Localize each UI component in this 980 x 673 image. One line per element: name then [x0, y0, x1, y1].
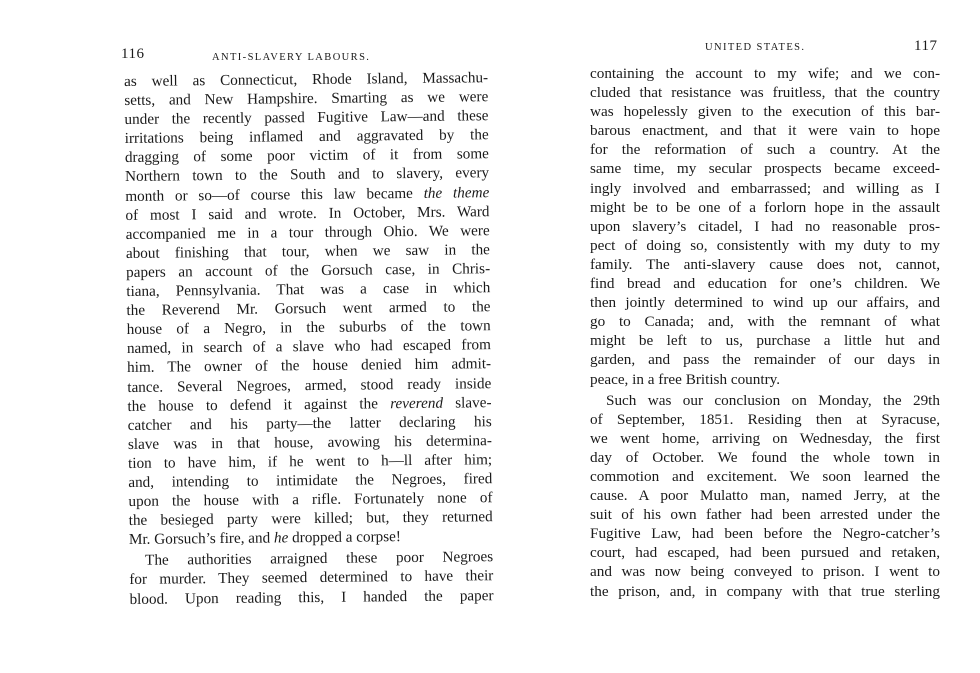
- text-line: [590, 255, 940, 274]
- text-segment: dropped a corpse!: [288, 528, 402, 547]
- text-segment: pect of doing so, consistently with my duty to my: [590, 236, 940, 254]
- text-line: [590, 179, 940, 198]
- text-line: [590, 293, 940, 312]
- text-segment: The authorities arraigned these poor Negroes: [145, 548, 494, 570]
- text-line: [590, 391, 940, 410]
- text-segment: cause. A poor Mulatto man, named Jerry, at the: [590, 487, 940, 505]
- text-line: [590, 331, 940, 350]
- text-line: [590, 274, 940, 293]
- text-segment: go to Canada; and, with the remnant of what: [590, 313, 940, 331]
- text-segment: find bread and education for one’s children. We: [590, 275, 940, 293]
- text-segment: cluded that resistance was fruitless, that the country: [590, 84, 940, 102]
- text-segment: under the recently passed Fugitive Law—and these: [124, 107, 489, 129]
- text-segment: setts, and New Hampshire. Smarting as we were: [124, 88, 489, 110]
- text-line: [590, 410, 940, 429]
- text-line: [590, 562, 940, 581]
- text-line: [590, 467, 940, 486]
- text-line: [590, 64, 940, 83]
- text-line: [590, 505, 940, 524]
- text-segment: and was now being conveyed to prison. I went to: [590, 563, 940, 581]
- body-text: [590, 64, 940, 601]
- text-segment: Mr. Gorsuch’s fire, and: [128, 529, 275, 549]
- text-segment: for the reformation of such a country. At the: [590, 141, 940, 159]
- right-page: [560, 0, 980, 673]
- text-line: [590, 543, 940, 562]
- text-segment: dragging of some poor victim of it from some: [124, 145, 489, 167]
- text-segment: was hopelessly given to the execution of this bar-: [590, 103, 940, 121]
- text-segment: commotion and excitement. We soon learned the: [590, 467, 940, 485]
- text-segment: house of a Negro, in the suburbs of the town: [126, 317, 491, 339]
- text-line: [129, 586, 493, 609]
- text-segment: family. The anti-slavery cause does not, cannot,: [590, 255, 940, 273]
- text-segment: the prison, and, in company with that true sterling: [590, 582, 940, 600]
- text-segment: slave was in that house, avowing his determina-: [127, 431, 492, 453]
- text-segment: we went home, arriving on Wednesday, the first: [590, 429, 940, 447]
- text-segment: catcher and his party—the latter declaring his: [127, 412, 492, 434]
- text-segment: upon slavery’s citadel, I had no reasonable pros-: [590, 217, 940, 235]
- text-line: [590, 448, 940, 467]
- body-text: [124, 68, 494, 608]
- text-line: [590, 217, 940, 236]
- text-line: [590, 140, 940, 159]
- page-number: 116: [121, 46, 145, 62]
- text-segment: suit of his own father had been arrested under the: [590, 506, 940, 524]
- text-segment: of most I said and wrote. In October, Mrs. Ward: [125, 202, 490, 224]
- text-segment: the besieged party were killed; but, they returned: [128, 508, 493, 530]
- text-segment: about finishing that tour, when we saw in the: [125, 241, 490, 262]
- text-segment: garden, and pass the remainder of our days in: [590, 351, 940, 369]
- text-segment: named, in search of a slave who had escaped from: [126, 336, 491, 358]
- text-segment: Fugitive Law, had been before the Negro-catcher’s: [590, 525, 940, 543]
- text-segment: as well as Connecticut, Rhode Island, Massachu-: [124, 69, 489, 90]
- text-segment: month or so—of course this law became: [125, 184, 424, 205]
- text-segment: ingly involved and embarrassed; and willing as I: [590, 179, 940, 197]
- text-segment: irritations being inflamed and aggravated by the: [124, 126, 489, 148]
- text-segment: slave-: [442, 393, 492, 412]
- text-segment: tance. Several Negroes, armed, stood ready inside: [127, 374, 492, 396]
- text-segment: him. The owner of the house denied him admit-: [127, 355, 492, 377]
- text-segment: tion to have him, if he went to h—ll after him;: [128, 451, 493, 472]
- text-segment: peace, in a free British country.: [590, 370, 781, 388]
- text-segment: the Reverend Mr. Gorsuch went armed to the: [126, 298, 491, 320]
- text-segment: Northern town to the South and to slavery, every: [125, 164, 490, 186]
- text-line: [590, 350, 940, 369]
- italic-text: the theme: [423, 183, 490, 202]
- text-segment: of September, 1851. Residing then at Syracuse,: [590, 410, 940, 428]
- text-line: [590, 312, 940, 331]
- text-segment: then jointly determined to wind up our affairs, and: [590, 294, 940, 312]
- text-line: [590, 370, 940, 389]
- text-line: [590, 582, 940, 601]
- text-segment: day of October. We found the whole town in: [590, 448, 940, 466]
- text-segment: same time, my secular prospects became exceed-: [590, 160, 940, 178]
- text-segment: upon the house with a rifle. Fortunately none of: [128, 489, 493, 511]
- text-segment: might be left to us, purchase a little hut and: [590, 332, 940, 350]
- text-segment: Such was our conclusion on Monday, the 29th: [606, 391, 940, 409]
- text-segment: and, intending to intimidate the Negroes, fired: [128, 470, 493, 491]
- text-line: [590, 159, 940, 178]
- text-line: [590, 83, 940, 102]
- text-segment: tiana, Pennsylvania. That was a case in which: [126, 279, 491, 301]
- text-line: [590, 486, 940, 505]
- text-line: [590, 524, 940, 543]
- text-segment: for murder. They seemed determined to have their: [129, 567, 494, 589]
- text-line: [590, 102, 940, 121]
- text-segment: might be to be one of a forlorn hope in the assault: [590, 198, 940, 216]
- text-segment: the house to defend it against the: [127, 394, 391, 415]
- page-number: 117: [914, 38, 938, 54]
- text-segment: court, had escaped, had been pursued and retaken,: [590, 544, 940, 562]
- text-line: [590, 121, 940, 140]
- italic-text: he: [273, 529, 289, 547]
- running-head: ANTI-SLAVERY LABOURS.: [212, 52, 371, 63]
- text-line: [590, 429, 940, 448]
- text-line: [590, 236, 940, 255]
- text-segment: barous enactment, and that it were vain to hope: [590, 122, 940, 140]
- text-segment: accompanied me in a tour through Ohio. We were: [125, 221, 490, 243]
- text-segment: blood. Upon reading this, I handed the paper: [129, 586, 494, 608]
- text-segment: papers an account of the Gorsuch case, in Chris-: [126, 260, 491, 281]
- text-line: [590, 198, 940, 217]
- italic-text: reverend: [390, 394, 444, 412]
- running-head: UNITED STATES.: [705, 42, 806, 53]
- text-segment: containing the account to my wife; and we con-: [590, 65, 940, 82]
